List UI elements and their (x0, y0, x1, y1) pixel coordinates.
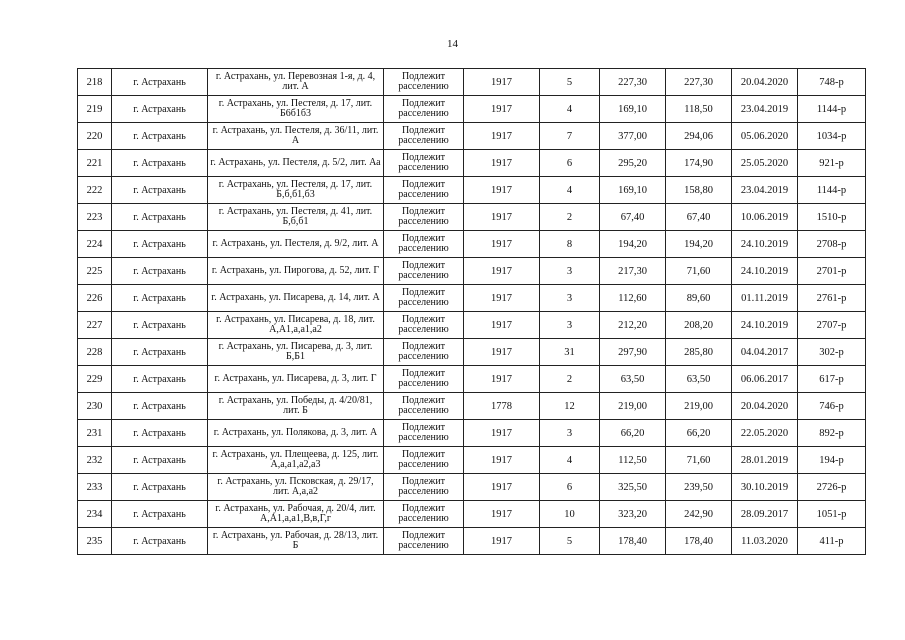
order-number-cell: 2701-р (798, 258, 866, 285)
order-number-cell: 2761-р (798, 285, 866, 312)
order-number-cell: 302-р (798, 339, 866, 366)
status-cell: Подлежит расселению (384, 528, 464, 555)
row-number-cell: 219 (78, 96, 112, 123)
address-cell: г. Астрахань, ул. Писарева, д. 18, лит. А,А1,а,а1,а2 (208, 312, 384, 339)
city-cell: г. Астрахань (112, 501, 208, 528)
decision-date-cell: 24.10.2019 (732, 258, 798, 285)
year-built-cell: 1917 (464, 447, 540, 474)
status-cell: Подлежит расселению (384, 339, 464, 366)
address-cell: г. Астрахань, ул. Писарева, д. 14, лит. А (208, 285, 384, 312)
address-cell: г. Астрахань, ул. Пестеля, д. 41, лит. Б,б,б1 (208, 204, 384, 231)
status-cell: Подлежит расселению (384, 123, 464, 150)
status-cell: Подлежит расселению (384, 150, 464, 177)
row-number-cell: 229 (78, 366, 112, 393)
row-number-cell: 231 (78, 420, 112, 447)
table-row (78, 150, 866, 177)
address-cell: г. Астрахань, ул. Перевозная 1-я, д. 4, лит. А (208, 69, 384, 96)
address-cell: г. Астрахань, ул. Полякова, д. 3, лит. А (208, 420, 384, 447)
decision-date-cell: 20.04.2020 (732, 69, 798, 96)
year-built-cell: 1917 (464, 258, 540, 285)
total-area-cell: 194,20 (600, 231, 666, 258)
residential-area-cell: 239,50 (666, 474, 732, 501)
total-area-cell: 169,10 (600, 177, 666, 204)
city-cell: г. Астрахань (112, 366, 208, 393)
year-built-cell: 1917 (464, 339, 540, 366)
order-number-cell: 921-р (798, 150, 866, 177)
decision-date-cell: 25.05.2020 (732, 150, 798, 177)
residents-count-cell: 3 (540, 312, 600, 339)
year-built-cell: 1917 (464, 150, 540, 177)
residential-area-cell: 71,60 (666, 258, 732, 285)
address-cell: г. Астрахань, ул. Пестеля, д. 36/11, лит. А (208, 123, 384, 150)
table-row (78, 96, 866, 123)
table-row (78, 501, 866, 528)
year-built-cell: 1917 (464, 177, 540, 204)
address-cell: г. Астрахань, ул. Пестеля, д. 5/2, лит. Аа (208, 150, 384, 177)
status-cell: Подлежит расселению (384, 69, 464, 96)
residential-area-cell: 178,40 (666, 528, 732, 555)
residents-count-cell: 3 (540, 285, 600, 312)
residents-count-cell: 10 (540, 501, 600, 528)
row-number-cell: 224 (78, 231, 112, 258)
year-built-cell: 1917 (464, 501, 540, 528)
order-number-cell: 1051-р (798, 501, 866, 528)
status-cell: Подлежит расселению (384, 393, 464, 420)
order-number-cell: 1144-р (798, 96, 866, 123)
status-cell: Подлежит расселению (384, 366, 464, 393)
table-row (78, 123, 866, 150)
total-area-cell: 212,20 (600, 312, 666, 339)
total-area-cell: 325,50 (600, 474, 666, 501)
residents-count-cell: 4 (540, 177, 600, 204)
row-number-cell: 227 (78, 312, 112, 339)
status-cell: Подлежит расселению (384, 96, 464, 123)
table-row (78, 420, 866, 447)
status-cell: Подлежит расселению (384, 285, 464, 312)
city-cell: г. Астрахань (112, 474, 208, 501)
year-built-cell: 1917 (464, 96, 540, 123)
decision-date-cell: 11.03.2020 (732, 528, 798, 555)
year-built-cell: 1917 (464, 69, 540, 96)
residents-count-cell: 8 (540, 231, 600, 258)
year-built-cell: 1917 (464, 474, 540, 501)
residents-count-cell: 2 (540, 204, 600, 231)
city-cell: г. Астрахань (112, 285, 208, 312)
residents-count-cell: 7 (540, 123, 600, 150)
total-area-cell: 67,40 (600, 204, 666, 231)
order-number-cell: 2708-р (798, 231, 866, 258)
total-area-cell: 217,30 (600, 258, 666, 285)
residential-area-cell: 63,50 (666, 366, 732, 393)
housing-registry-table (77, 68, 866, 555)
city-cell: г. Астрахань (112, 123, 208, 150)
status-cell: Подлежит расселению (384, 447, 464, 474)
order-number-cell: 746-р (798, 393, 866, 420)
total-area-cell: 297,90 (600, 339, 666, 366)
order-number-cell: 617-р (798, 366, 866, 393)
address-cell: г. Астрахань, ул. Пирогова, д. 52, лит. Г (208, 258, 384, 285)
row-number-cell: 218 (78, 69, 112, 96)
row-number-cell: 230 (78, 393, 112, 420)
residents-count-cell: 12 (540, 393, 600, 420)
order-number-cell: 892-р (798, 420, 866, 447)
residential-area-cell: 208,20 (666, 312, 732, 339)
address-cell: г. Астрахань, ул. Писарева, д. 3, лит. Б,Б1 (208, 339, 384, 366)
residential-area-cell: 89,60 (666, 285, 732, 312)
table-row (78, 177, 866, 204)
table-row (78, 339, 866, 366)
residential-area-cell: 71,60 (666, 447, 732, 474)
row-number-cell: 225 (78, 258, 112, 285)
order-number-cell: 411-р (798, 528, 866, 555)
residential-area-cell: 285,80 (666, 339, 732, 366)
row-number-cell: 223 (78, 204, 112, 231)
year-built-cell: 1778 (464, 393, 540, 420)
address-cell: г. Астрахань, ул. Пестеля, д. 17, лит. Б6б1б3 (208, 96, 384, 123)
city-cell: г. Астрахань (112, 528, 208, 555)
residential-area-cell: 174,90 (666, 150, 732, 177)
city-cell: г. Астрахань (112, 447, 208, 474)
page-number: 14 (447, 38, 458, 50)
row-number-cell: 235 (78, 528, 112, 555)
year-built-cell: 1917 (464, 528, 540, 555)
total-area-cell: 178,40 (600, 528, 666, 555)
total-area-cell: 112,50 (600, 447, 666, 474)
address-cell: г. Астрахань, ул. Писарева, д. 3, лит. Г (208, 366, 384, 393)
total-area-cell: 112,60 (600, 285, 666, 312)
residents-count-cell: 6 (540, 150, 600, 177)
row-number-cell: 226 (78, 285, 112, 312)
city-cell: г. Астрахань (112, 393, 208, 420)
order-number-cell: 1144-р (798, 177, 866, 204)
row-number-cell: 222 (78, 177, 112, 204)
decision-date-cell: 20.04.2020 (732, 393, 798, 420)
address-cell: г. Астрахань, ул. Рабочая, д. 20/4, лит. А,А1,а,а1,В,в,Г,г (208, 501, 384, 528)
table-row (78, 474, 866, 501)
total-area-cell: 219,00 (600, 393, 666, 420)
residential-area-cell: 66,20 (666, 420, 732, 447)
status-cell: Подлежит расселению (384, 420, 464, 447)
year-built-cell: 1917 (464, 312, 540, 339)
city-cell: г. Астрахань (112, 204, 208, 231)
status-cell: Подлежит расселению (384, 177, 464, 204)
decision-date-cell: 24.10.2019 (732, 312, 798, 339)
year-built-cell: 1917 (464, 123, 540, 150)
city-cell: г. Астрахань (112, 420, 208, 447)
decision-date-cell: 04.04.2017 (732, 339, 798, 366)
residents-count-cell: 5 (540, 528, 600, 555)
decision-date-cell: 06.06.2017 (732, 366, 798, 393)
status-cell: Подлежит расселению (384, 312, 464, 339)
status-cell: Подлежит расселению (384, 474, 464, 501)
status-cell: Подлежит расселению (384, 231, 464, 258)
year-built-cell: 1917 (464, 231, 540, 258)
residential-area-cell: 67,40 (666, 204, 732, 231)
decision-date-cell: 01.11.2019 (732, 285, 798, 312)
residential-area-cell: 158,80 (666, 177, 732, 204)
status-cell: Подлежит расселению (384, 501, 464, 528)
table-row (78, 447, 866, 474)
total-area-cell: 169,10 (600, 96, 666, 123)
year-built-cell: 1917 (464, 285, 540, 312)
total-area-cell: 63,50 (600, 366, 666, 393)
table-row (78, 258, 866, 285)
total-area-cell: 66,20 (600, 420, 666, 447)
decision-date-cell: 24.10.2019 (732, 231, 798, 258)
residential-area-cell: 219,00 (666, 393, 732, 420)
row-number-cell: 233 (78, 474, 112, 501)
order-number-cell: 1034-р (798, 123, 866, 150)
table-row (78, 231, 866, 258)
decision-date-cell: 23.04.2019 (732, 177, 798, 204)
total-area-cell: 377,00 (600, 123, 666, 150)
city-cell: г. Астрахань (112, 339, 208, 366)
row-number-cell: 232 (78, 447, 112, 474)
city-cell: г. Астрахань (112, 150, 208, 177)
year-built-cell: 1917 (464, 204, 540, 231)
city-cell: г. Астрахань (112, 96, 208, 123)
decision-date-cell: 05.06.2020 (732, 123, 798, 150)
residents-count-cell: 3 (540, 420, 600, 447)
decision-date-cell: 28.01.2019 (732, 447, 798, 474)
residents-count-cell: 4 (540, 447, 600, 474)
table-row (78, 393, 866, 420)
order-number-cell: 2707-р (798, 312, 866, 339)
year-built-cell: 1917 (464, 366, 540, 393)
residential-area-cell: 242,90 (666, 501, 732, 528)
residential-area-cell: 118,50 (666, 96, 732, 123)
table-row (78, 69, 866, 96)
table-row (78, 528, 866, 555)
residential-area-cell: 227,30 (666, 69, 732, 96)
residents-count-cell: 2 (540, 366, 600, 393)
residents-count-cell: 3 (540, 258, 600, 285)
address-cell: г. Астрахань, ул. Пестеля, д. 17, лит. Б,б,б1,б3 (208, 177, 384, 204)
decision-date-cell: 23.04.2019 (732, 96, 798, 123)
residential-area-cell: 194,20 (666, 231, 732, 258)
residents-count-cell: 6 (540, 474, 600, 501)
city-cell: г. Астрахань (112, 258, 208, 285)
address-cell: г. Астрахань, ул. Рабочая, д. 28/13, лит. Б (208, 528, 384, 555)
row-number-cell: 234 (78, 501, 112, 528)
residents-count-cell: 5 (540, 69, 600, 96)
status-cell: Подлежит расселению (384, 258, 464, 285)
address-cell: г. Астрахань, ул. Плещеева, д. 125, лит. А,а,а1,а2,а3 (208, 447, 384, 474)
address-cell: г. Астрахань, ул. Псковская, д. 29/17, лит. А,а,а2 (208, 474, 384, 501)
city-cell: г. Астрахань (112, 312, 208, 339)
order-number-cell: 2726-р (798, 474, 866, 501)
residents-count-cell: 4 (540, 96, 600, 123)
order-number-cell: 1510-р (798, 204, 866, 231)
decision-date-cell: 28.09.2017 (732, 501, 798, 528)
address-cell: г. Астрахань, ул. Победы, д. 4/20/81, лит. Б (208, 393, 384, 420)
city-cell: г. Астрахань (112, 69, 208, 96)
table-row (78, 312, 866, 339)
address-cell: г. Астрахань, ул. Пестеля, д. 9/2, лит. А (208, 231, 384, 258)
decision-date-cell: 22.05.2020 (732, 420, 798, 447)
total-area-cell: 227,30 (600, 69, 666, 96)
residents-count-cell: 31 (540, 339, 600, 366)
table-row (78, 285, 866, 312)
decision-date-cell: 30.10.2019 (732, 474, 798, 501)
row-number-cell: 228 (78, 339, 112, 366)
order-number-cell: 748-р (798, 69, 866, 96)
order-number-cell: 194-р (798, 447, 866, 474)
total-area-cell: 323,20 (600, 501, 666, 528)
decision-date-cell: 10.06.2019 (732, 204, 798, 231)
city-cell: г. Астрахань (112, 231, 208, 258)
table-row (78, 366, 866, 393)
row-number-cell: 220 (78, 123, 112, 150)
table-row (78, 204, 866, 231)
residential-area-cell: 294,06 (666, 123, 732, 150)
status-cell: Подлежит расселению (384, 204, 464, 231)
total-area-cell: 295,20 (600, 150, 666, 177)
year-built-cell: 1917 (464, 420, 540, 447)
table-body (78, 69, 866, 555)
city-cell: г. Астрахань (112, 177, 208, 204)
row-number-cell: 221 (78, 150, 112, 177)
